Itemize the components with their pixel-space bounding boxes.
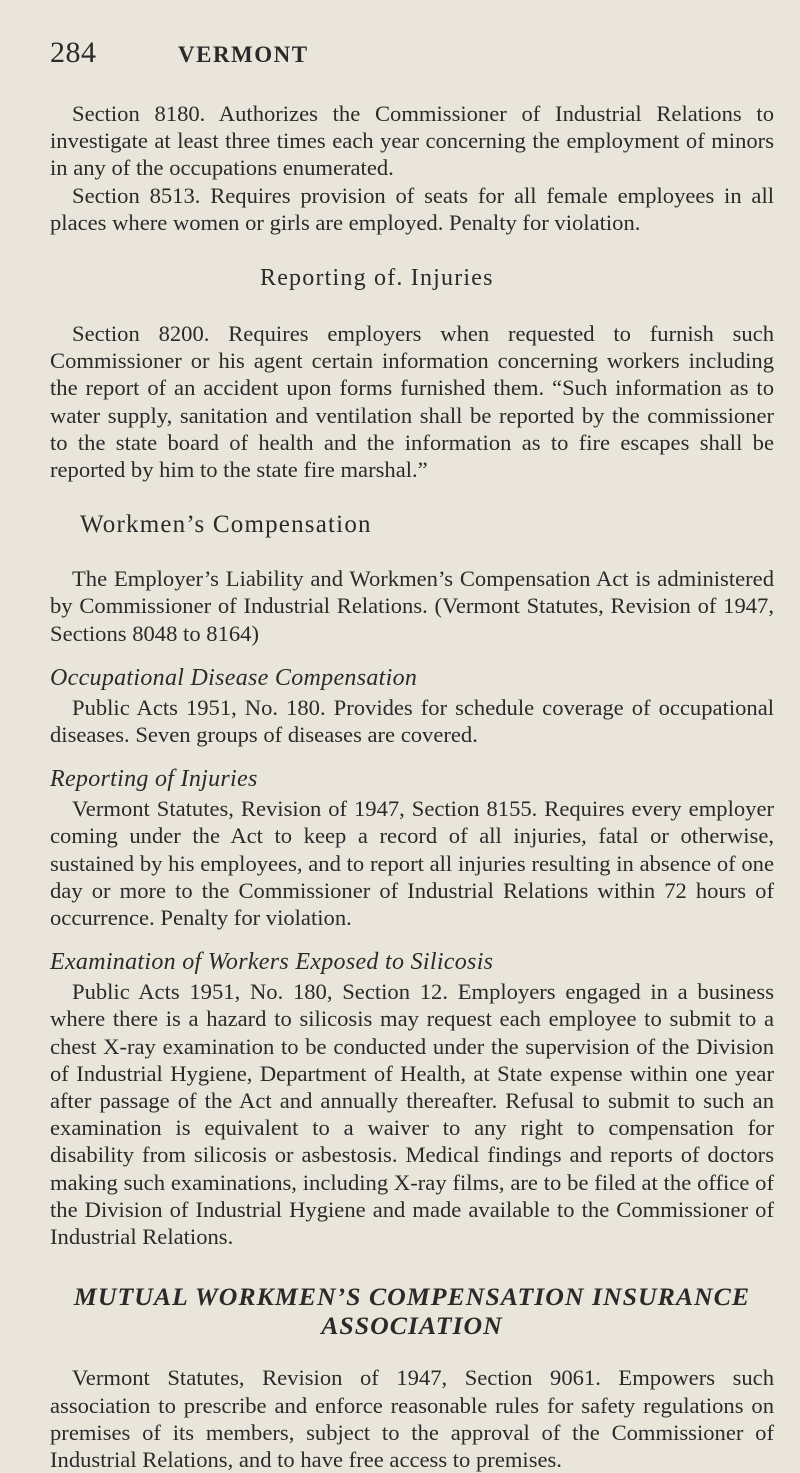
page-number: 284: [50, 36, 97, 69]
paragraph-section-9061: Vermont Statutes, Revision of 1947, Section 9061. Empowers such association to prescribe and enforce reasonable rules for safety regulations on premises of its members, subject to the approval of the Commissioner of Industrial Relations, and to have free access to premises.: [50, 1365, 774, 1472]
running-head: [50, 36, 774, 86]
heading-reporting-of-injuries: Reporting of. Injuries: [260, 265, 494, 292]
heading-mutual-association: [50, 1282, 774, 1340]
running-title: VERMONT: [178, 42, 309, 67]
heading-silicosis-examination: Examination of Workers Exposed to Silicosis: [50, 949, 494, 976]
paragraph-silicosis-examination: Public Acts 1951, No. 180, Section 12. Employers engaged in a business where there is a hazard to silicosis may request each employee to submit to a chest X-ray examination to be conducted under the supervision of the Division of Industrial Hygiene, Department of Health, at State expense within one year after passage of the Act and annually thereafter. Refusal to submit to such an examination is equivalent to a waiver to any right to compensation for disability from silicosis or asbestosis. Medical findings and reports of doctors making such examinations, including X-ray films, are to be filed at the office of the Division of Industrial Hygiene and made available to the Commissioner of Industrial Relations.: [50, 979, 774, 1250]
paragraph-occupational-disease: Public Acts 1951, No. 180. Provides for schedule coverage of occupational diseases. Seven groups of diseases are covered.: [50, 694, 774, 748]
heading-occupational-disease: Occupational Disease Compensation: [50, 664, 418, 691]
paragraph-section-8180: Section 8180. Authorizes the Commissioner of Industrial Relations to investigate at least three times each year concerning the employment of minors in any of the occupations enumerated.: [50, 101, 774, 181]
heading-mutual-line-1: MUTUAL WORKMEN’S COMPENSATION INSURANCE: [73, 1282, 751, 1312]
heading-workmens-compensation: Workmen’s Compensation: [80, 511, 372, 539]
paragraph-workmens-compensation-intro: The Employer’s Liability and Workmen’s Compensation Act is administered by Commissioner of Industrial Relations. (Vermont Statutes, Revision of 1947, Sections 8048 to 8164): [50, 566, 774, 646]
heading-mutual-line-2: ASSOCIATION: [321, 1311, 503, 1341]
paragraph-section-8200: Section 8200. Requires employers when requested to furnish such Commissioner or his agent certain information concerning workers including the report of an accident upon forms furnished them. “Such information as to water supply, sanitation and ventilation shall be reported by the commissioner to the state board of health and the information as to fire escapes shall be reported by him to the state fire marshal.”: [50, 321, 774, 483]
paragraph-section-8513: Section 8513. Requires provision of seats for all female employees in all places where women or girls are employed. Penalty for violation.: [50, 182, 774, 235]
heading-reporting-injuries-sub: Reporting of Injuries: [50, 766, 258, 793]
paragraph-reporting-injuries: Vermont Statutes, Revision of 1947, Section 8155. Requires every employer coming under the Act to keep a record of all injuries, fatal or otherwise, sustained by his employees, and to report all injuries resulting in absence of one day or more to the Commissioner of Industrial Relations within 72 hours of occurrence. Penalty for violation.: [50, 796, 774, 931]
